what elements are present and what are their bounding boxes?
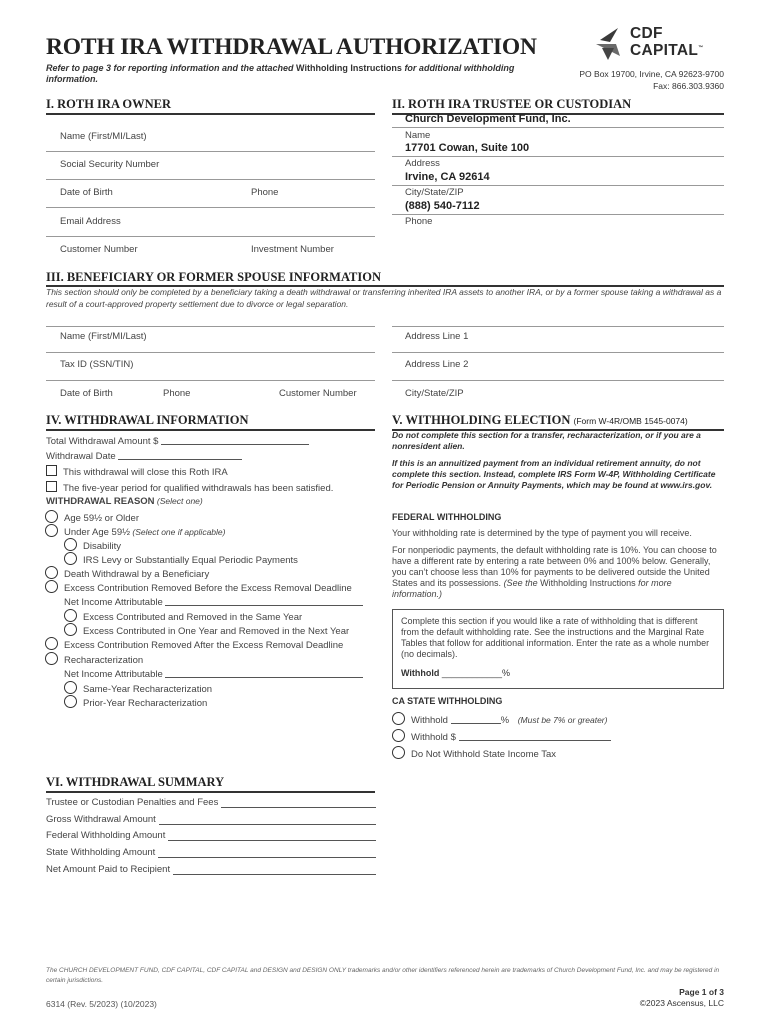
withhold-rate-row (401, 668, 510, 678)
summary-row-input[interactable] (159, 814, 376, 825)
owner-email-label: Email Address (60, 216, 121, 227)
bene-dob-label: Date of Birth (60, 388, 113, 399)
ca-withhold-amount-option[interactable] (392, 729, 611, 743)
disability-radio[interactable] (64, 538, 77, 551)
bene-customer-label: Customer Number (279, 388, 357, 399)
disability-label: Disability (83, 541, 122, 552)
same-rechar-radio[interactable] (64, 681, 77, 694)
ca-withhold-amount-label: Withhold $ (411, 732, 456, 743)
ca-withhold-hint: (Must be 7% or greater) (517, 715, 608, 725)
reason-prior-rechar-option[interactable] (64, 695, 207, 709)
ca-no-withhold-radio[interactable] (392, 746, 405, 759)
summary-row (46, 847, 376, 858)
page-footer-right (640, 987, 724, 1009)
ca-withhold-amount-radio[interactable] (392, 729, 405, 742)
owner-ssn-label: Social Security Number (60, 159, 160, 170)
bene-taxid-label: Tax ID (SSN/TIN) (60, 359, 134, 370)
section5-title: V. WITHHOLDING ELECTION (392, 413, 571, 427)
owner-ssn-field[interactable] (46, 179, 375, 180)
cdf-logo-icon (592, 26, 628, 62)
excess-after-label: Excess Contribution Removed After the Excess Removal Deadline (64, 640, 344, 651)
subtitle-text-a: Refer to page 3 for reporting information and the attached (46, 63, 297, 73)
excess-before-radio[interactable] (45, 580, 58, 593)
withdrawal-date-label: Withdrawal Date (46, 451, 116, 462)
bene-taxid-field[interactable] (46, 380, 375, 381)
owner-name-label: Name (First/MI/Last) (60, 131, 147, 142)
under59-label: Under Age 59½ (64, 527, 131, 538)
ca-withhold-amount-input[interactable] (459, 730, 611, 741)
summary-row (46, 814, 376, 825)
net-income-row-1 (64, 595, 363, 608)
page-number: Page 1 of 3 (679, 987, 724, 997)
subtitle-link: Withholding Instructions (296, 63, 402, 73)
bene-city-label: City/State/ZIP (405, 388, 464, 399)
bene-name-label: Name (First/MI/Last) (60, 331, 147, 342)
copyright: ©2023 Ascensus, LLC (639, 998, 724, 1008)
federal-withholding-title: FEDERAL WITHHOLDING (392, 512, 502, 522)
under59-radio[interactable] (45, 524, 58, 537)
trustee-city-label: City/State/ZIP (405, 187, 464, 198)
trustee-phone-label: Phone (405, 216, 433, 227)
withholding-rate-box (392, 609, 724, 689)
reason-irs-option[interactable] (64, 552, 298, 566)
net-income-row-2 (64, 667, 363, 680)
close-ira-checkbox[interactable] (46, 465, 57, 476)
section1-title: I. ROTH IRA OWNER (46, 97, 172, 111)
withdrawal-date-input[interactable] (118, 449, 242, 460)
logo-tm: ™ (698, 45, 704, 51)
trademark-disclaimer: The CHURCH DEVELOPMENT FUND, CDF CAPITAL, CDF CAPITAL and DESIGN and DESIGN ONLY trademarks and/or other identifiers referenced herein are trademarks of Church Development Fund, Inc. and may be registered in certain jurisdictions. (46, 967, 720, 984)
five-year-checkbox[interactable] (46, 481, 57, 492)
reason-under59-option[interactable] (45, 524, 225, 538)
prior-rechar-radio[interactable] (64, 695, 77, 708)
logo-line2: CAPITAL (630, 42, 699, 60)
same-rechar-label: Same-Year Recharacterization (83, 684, 213, 695)
address-line1: PO Box 19700, Irvine, CA 92623-9700 (579, 69, 724, 79)
owner-dob-label: Date of Birth (60, 187, 113, 198)
federal-text-2a: For nonperiodic payments, the default withholding rate is 10%. You can choose to have a different rate by entering a rate between 0% and 100% below. Generally, you can’t choose less than 10% for payments to be delivered outside the United States and its possessions. (392, 545, 717, 588)
summary-row-input[interactable] (158, 847, 376, 858)
bene-top-line-right (392, 326, 724, 327)
close-ira-row[interactable] (46, 465, 228, 478)
logo-wordmark (630, 26, 703, 58)
reason-hint: (Select one) (154, 496, 203, 506)
summary-row-input[interactable] (168, 830, 376, 841)
same-year-radio[interactable] (64, 609, 77, 622)
reason-disability-option[interactable] (64, 538, 121, 552)
five-year-label: The five-year period for qualified withdrawals has been satisfied. (63, 483, 334, 494)
federal-text-1: Your withholding rate is determined by the type of payment you will receive. (392, 528, 692, 538)
bene-phone-label: Phone (163, 388, 191, 399)
bene-addr2-label: Address Line 2 (405, 359, 469, 370)
owner-investment-label: Investment Number (251, 244, 334, 255)
ca-withhold-pct-label: Withhold (411, 715, 448, 726)
summary-row-input[interactable] (173, 864, 376, 875)
form-title: ROTH IRA WITHDRAWAL AUTHORIZATION (46, 34, 537, 60)
reason-death-option[interactable] (45, 566, 209, 580)
net-income-label-1: Net Income Attributable (64, 597, 163, 608)
owner-customer-label: Customer Number (60, 244, 138, 255)
form-subtitle (46, 63, 536, 85)
five-year-row[interactable] (46, 481, 333, 494)
summary-row-label: Federal Withholding Amount (46, 830, 166, 841)
ca-withhold-pct-radio[interactable] (392, 712, 405, 725)
trustee-phone-line (392, 214, 724, 215)
bene-addr2-field[interactable] (392, 380, 724, 381)
same-year-label: Excess Contributed and Removed in the Same Year (83, 612, 303, 623)
ca-no-withhold-option[interactable] (392, 746, 556, 760)
section2-title: II. ROTH IRA TRUSTEE OR CUSTODIAN (392, 97, 632, 111)
summary-row-label: Net Amount Paid to Recipient (46, 864, 171, 875)
net-income-input-1[interactable] (165, 595, 363, 606)
trustee-name-label: Name (405, 130, 431, 141)
section6-rule (46, 791, 375, 793)
withholding-box-text: Complete this section if you would like a rate of withholding that is different from the default withholding rate. See the instructions and the Marginal Rate Tables that follow for additional information. Enter the rate as a whole number (no decimals). (401, 616, 710, 659)
death-radio[interactable] (45, 566, 58, 579)
next-year-radio[interactable] (64, 623, 77, 636)
form-id: 6314 (Rev. 5/2023) (10/2023) (46, 999, 157, 1009)
ca-no-withhold-label: Do Not Withhold State Income Tax (411, 749, 557, 760)
recharacterization-radio[interactable] (45, 652, 58, 665)
section5-title-row (392, 413, 688, 428)
bene-addr1-label: Address Line 1 (405, 331, 469, 342)
trustee-address-label: Address (405, 158, 440, 169)
total-withdrawal-input[interactable] (161, 434, 309, 445)
withdrawal-reason-heading (46, 496, 203, 507)
age59-label: Age 59½ or Older (64, 513, 139, 524)
irs-levy-radio[interactable] (64, 552, 77, 565)
withholding-note-2: If this is an annuitized payment from an individual retirement annuity, do not complete this section. Instead, complete IRS Form W-4P, Withholding Certificate for Periodic Pension or Annuity Payments, which may be found at www.irs.gov. (392, 458, 716, 490)
subtitle-text-c: for additional withholding information. (46, 63, 515, 84)
next-year-label: Excess Contributed in One Year and Removed in the Next Year (83, 626, 350, 637)
trustee-name-line (392, 127, 724, 128)
reason-recharacterization-option[interactable] (45, 652, 143, 666)
section6-title: VI. WITHDRAWAL SUMMARY (46, 775, 225, 789)
summary-row-label: Trustee or Custodian Penalties and Fees (46, 797, 219, 808)
ca-withhold-pct-input[interactable] (451, 713, 501, 724)
summary-row-label: State Withholding Amount (46, 847, 156, 858)
trustee-address-value: 17701 Cowan, Suite 100 (405, 142, 530, 154)
total-withdrawal-label: Total Withdrawal Amount $ (46, 436, 159, 447)
net-income-input-2[interactable] (165, 667, 363, 678)
section3-description: This section should only be completed by a beneficiary taking a death withdrawal or transferring inherited IRA assets to another IRA, or by a former spouse taking a withdrawal as a result of a court-approved property settlement due to divorce or legal separation. (46, 287, 722, 309)
form-w4r-ref: (Form W-4R/OMB 1545-0074) (573, 416, 688, 426)
reason-excess-after-option[interactable] (45, 637, 343, 651)
summary-row (46, 830, 376, 841)
trustee-city-value: Irvine, CA 92614 (405, 171, 490, 183)
ca-pct-sign: % (500, 715, 510, 726)
bene-top-line-left (46, 326, 375, 327)
recharacterization-label: Recharacterization (64, 655, 144, 666)
death-label: Death Withdrawal by a Beneficiary (64, 569, 210, 580)
federal-text-2b: (See the (503, 578, 538, 588)
ca-withhold-pct-option[interactable] (392, 712, 607, 726)
section4-title: IV. WITHDRAWAL INFORMATION (46, 413, 249, 427)
withholding-instructions-link: Withholding Instructions (537, 578, 636, 588)
federal-text-2 (392, 545, 724, 600)
trustee-name-value: Church Development Fund, Inc. (405, 113, 571, 125)
trustee-address-line (392, 156, 724, 157)
reason-excess-before-option[interactable] (45, 580, 352, 594)
owner-dob-phone-field[interactable] (46, 207, 375, 208)
federal-text-2d: for more information.) (392, 578, 672, 599)
summary-row-label: Gross Withdrawal Amount (46, 814, 156, 825)
summary-row (46, 864, 376, 875)
section3-title: III. BENEFICIARY OR FORMER SPOUSE INFORMATION (46, 270, 382, 284)
reason-next-year-option[interactable] (64, 623, 349, 637)
bene-name-field[interactable] (46, 352, 375, 353)
reason-same-year-option[interactable] (64, 609, 302, 623)
excess-before-label: Excess Contribution Removed Before the Excess Removal Deadline (64, 583, 352, 594)
reason-label: WITHDRAWAL REASON (46, 496, 155, 507)
withhold-rate-input[interactable]: ____________% (441, 668, 510, 678)
section4-rule (46, 429, 375, 431)
fax-line: Fax: 866.303.9360 (653, 81, 724, 91)
owner-name-field[interactable] (46, 151, 375, 152)
ca-withholding-title: CA STATE WITHHOLDING (392, 696, 503, 706)
net-income-label-2: Net Income Attributable (64, 669, 163, 680)
under59-hint: (Select one if applicable) (130, 527, 226, 537)
company-address (579, 68, 724, 92)
summary-row-input[interactable] (221, 797, 376, 808)
trustee-phone-value: (888) 540-7112 (405, 200, 480, 212)
age59-radio[interactable] (45, 510, 58, 523)
withholding-note-1: Do not complete this section for a transfer, recharacterization, or if you are a nonresident alien. (392, 430, 701, 451)
section1-rule (46, 113, 375, 115)
irs-levy-label: IRS Levy or Substantially Equal Periodic Payments (83, 555, 298, 566)
owner-email-field[interactable] (46, 236, 375, 237)
reason-same-rechar-option[interactable] (64, 681, 212, 695)
reason-age59-option[interactable] (45, 510, 139, 524)
cdf-capital-logo (592, 26, 732, 66)
excess-after-radio[interactable] (45, 637, 58, 650)
owner-phone-label: Phone (251, 187, 279, 198)
bene-addr1-field[interactable] (392, 352, 724, 353)
trustee-city-line (392, 185, 724, 186)
close-ira-label: This withdrawal will close this Roth IRA (63, 467, 228, 478)
prior-rechar-label: Prior-Year Recharacterization (83, 698, 208, 709)
logo-line1: CDF (630, 25, 663, 42)
withhold-rate-label: Withhold (401, 668, 440, 678)
total-withdrawal-row (46, 434, 309, 447)
summary-row (46, 797, 376, 808)
withdrawal-date-row (46, 449, 242, 462)
